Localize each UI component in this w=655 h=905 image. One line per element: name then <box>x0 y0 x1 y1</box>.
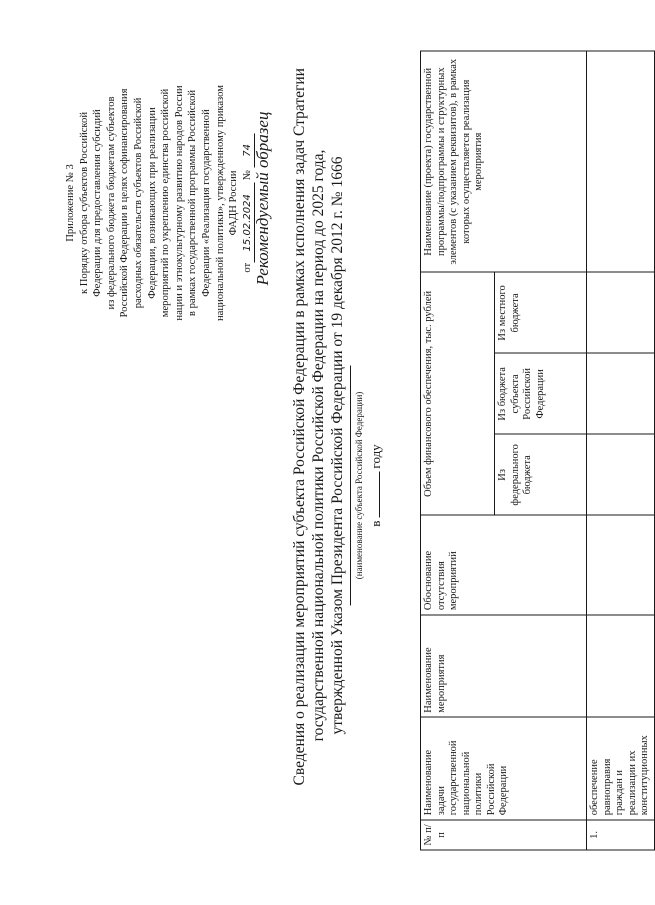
title-line: государственной национальной политики Российской Федерации на период до 2025 года, <box>310 149 327 741</box>
header-financing-local: Из местного бюджета <box>495 272 587 353</box>
title-line: утвержденной Указом Президента Российской Федерации от 19 декабря 2012 г. № 1666 <box>329 156 346 734</box>
document-title <box>290 67 347 785</box>
header-financing-regional: Из бюджета субъекта Российской Федерации <box>495 353 587 434</box>
header-financing-federal: Из федерального бюджета <box>495 434 587 515</box>
appendix-block <box>64 60 255 345</box>
header-state-program: Наименование (проекта) государственной программы/подпрограммы и структурных элементов (с указанием реквизитов), в рамках которых осуществляется реализация мероприятия <box>421 51 587 272</box>
cell-state-program <box>587 51 655 272</box>
header-financing: Объем финансового обеспечения, тыс. рублей <box>421 272 495 515</box>
subject-field <box>350 365 384 605</box>
order-date: 15.02.2024 <box>241 182 256 262</box>
year-suffix: году <box>368 443 383 469</box>
cell-justification <box>587 515 655 614</box>
cell-activity <box>587 614 655 717</box>
cell-local <box>587 272 655 353</box>
table-row <box>587 51 655 850</box>
cell-regional <box>587 353 655 434</box>
cell-num: 1. <box>587 819 655 849</box>
appendix-line: Российской Федерации в целях софинансирования <box>119 88 131 317</box>
appendix-line: мероприятий по укреплению единства российской <box>160 88 172 317</box>
header-activity: Наименование мероприятия <box>421 614 587 717</box>
year-blank <box>379 471 380 517</box>
header-task: Наименование задачи государственной национальной политики Российской Федерации <box>421 717 587 820</box>
order-number: 74 <box>241 133 256 167</box>
header-justification: Обоснование отсутствия мероприятий <box>421 515 587 614</box>
appendix-line: Приложение № 3 <box>65 163 76 242</box>
activities-table <box>420 50 655 850</box>
recommended-sample-label: Рекомендуемый образец <box>253 111 272 285</box>
year-field <box>368 365 384 605</box>
title-line: Сведения о реализации мероприятий субъекта Российской Федерации в рамках исполнения задач Стратегии <box>291 67 308 785</box>
appendix-line: расходных обязательств субъектов Российской <box>132 97 144 308</box>
table-header-row <box>421 51 495 850</box>
appendix-line: национальной политики», утвержденному приказом <box>214 84 226 321</box>
appendix-line: Федерации «Реализация государственной <box>200 108 212 297</box>
cell-task: обеспечение равноправия граждан и реализации их конституционных <box>587 717 655 820</box>
appendix-line: из федерального бюджета бюджетам субъектов <box>105 95 117 310</box>
header-num: № п/п <box>421 819 587 849</box>
appendix-line: нации и этнокультурному развитию народов России <box>173 84 185 321</box>
appendix-line: в рамках государственной программы Российской <box>187 89 199 316</box>
appendix-line: ФАДН России <box>228 170 240 235</box>
appendix-line: Федерации для предоставления субсидий <box>92 108 104 297</box>
cell-federal <box>587 434 655 515</box>
appendix-line: к Порядку отбора субъектов Российской <box>78 111 90 294</box>
year-prefix: в <box>368 520 383 527</box>
appendix-line: Федерации, возникающих при реализации <box>146 106 158 299</box>
order-prefix: от <box>241 262 253 273</box>
subject-caption: (наименование субъекта Российской Федерации) <box>354 391 364 579</box>
order-number-prefix: № <box>241 169 253 180</box>
